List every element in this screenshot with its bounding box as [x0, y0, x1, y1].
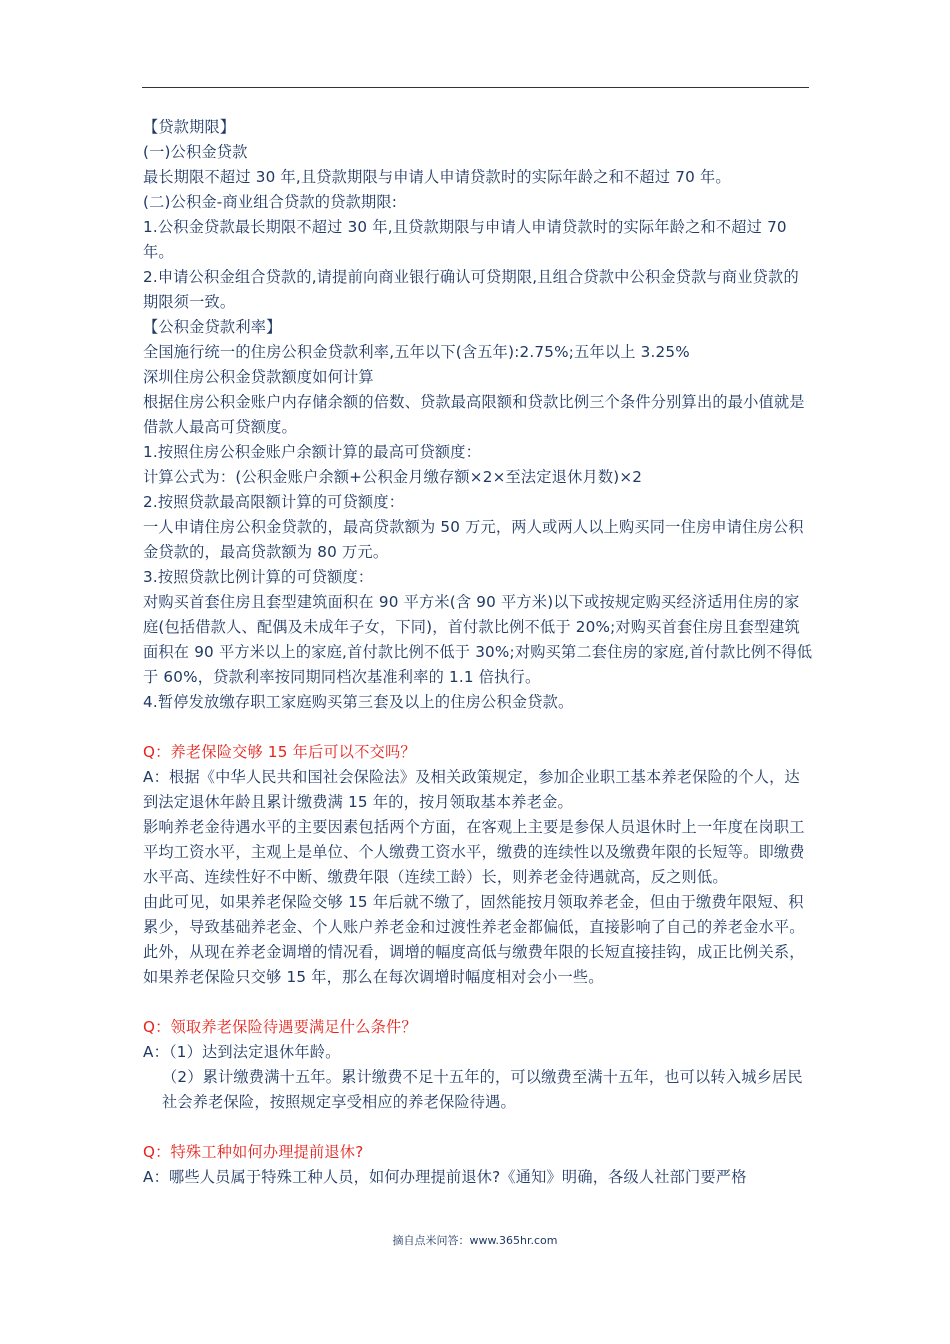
question-heading: Q：养老保险交够 15 年后可以不交吗？: [143, 743, 416, 761]
answer-paragraph: A：哪些人员属于特殊工种人员，如何办理提前退休?《通知》明确，各级人社部门要严格: [143, 1168, 747, 1186]
paragraph: 深圳住房公积金贷款额度如何计算: [143, 368, 374, 386]
paragraph: (二)公积金-商业组合贷款的贷款期限:: [143, 193, 398, 211]
answer-paragraph: 影响养老金待遇水平的主要因素包括两个方面，在客观上主要是参保人员退休时上一年度在岗职工平均工资水平，主观上是单位、个人缴费工资水平，缴费的连续性以及缴费年限的长短等。即缴费水平高、连续性好不中断、缴费年限（连续工龄）长，则养老金待遇就高，反之则低。: [143, 818, 805, 886]
paragraph: 计算公式为：(公积金账户余额+公积金月缴存额×2×至法定退休月数)×2: [143, 468, 643, 486]
paragraph: 1.公积金贷款最长期限不超过 30 年,且贷款期限与申请人申请贷款时的实际年龄之和不超过 70 年。: [143, 218, 787, 261]
paragraph: 全国施行统一的住房公积金贷款利率,五年以下(含五年):2.75%;五年以上 3.25%: [143, 343, 690, 361]
paragraph: 一人申请住房公积金贷款的，最高贷款额为 50 万元，两人或两人以上购买同一住房申请住房公积金贷款的，最高贷款额为 80 万元。: [143, 518, 804, 561]
paragraph: 最长期限不超过 30 年,且贷款期限与申请人申请贷款时的实际年龄之和不超过 70 年。: [143, 168, 731, 186]
paragraph: 2.按照贷款最高限额计算的可贷额度：: [143, 493, 405, 511]
paragraph: 根据住房公积金账户内存储余额的倍数、贷款最高限额和贷款比例三个条件分别算出的最小值就是借款人最高可贷额度。: [143, 393, 805, 436]
loan-term-heading: 【贷款期限】: [143, 118, 236, 136]
paragraph: 对购买首套住房且套型建筑面积在 90 平方米(含 90 平方米)以下或按规定购买经济适用住房的家庭(包括借款人、配偶及未成年子女，下同)，首付款比例不低于 20%;对购买首套住房且套型建筑面积在 90 平方米以上的家庭,首付款比例不低于 30%;对购买第二套住房的家庭,首付款比例不得低于 60%，贷款利率按同期同档次基准利率的 1.1 倍执行。: [143, 593, 813, 686]
paragraph: (一)公积金贷款: [143, 143, 248, 161]
answer-paragraph: A：根据《中华人民共和国社会保险法》及相关政策规定，参加企业职工基本养老保险的个人，达到法定退休年龄且累计缴费满 15 年的，按月领取基本养老金。: [143, 768, 800, 811]
paragraph: 2.申请公积金组合贷款的,请提前向商业银行确认可贷期限,且组合贷款中公积金贷款与商业贷款的期限须一致。: [143, 268, 799, 311]
document-body: [143, 115, 813, 1190]
answer-paragraph: （2）累计缴费满十五年。累计缴费不足十五年的，可以缴费至满十五年，也可以转入城乡居民社会养老保险，按照规定享受相应的养老保险待遇。: [162, 1068, 803, 1111]
header-rule: [142, 87, 809, 88]
answer-paragraph: A：（1）达到法定退休年龄。: [143, 1043, 341, 1061]
paragraph: 1.按照住房公积金账户余额计算的最高可贷额度：: [143, 443, 482, 461]
question-heading: Q：特殊工种如何办理提前退休?: [143, 1143, 364, 1161]
answer-paragraph: 由此可见，如果养老保险交够 15 年后就不缴了，固然能按月领取养老金，但由于缴费年限短、积累少，导致基础养老金、个人账户养老金和过渡性养老金都偏低，直接影响了自己的养老金水平。此外，从现在养老金调增的情况看，调增的幅度高低与缴费年限的长短直接挂钩，成正比例关系，如果养老保险只交够 15 年，那么在每次调增时幅度相对会小一些。: [143, 893, 805, 986]
footer-source: 摘自点米问答：www.365hr.com: [392, 1234, 558, 1247]
interest-rate-heading: 【公积金贷款利率】: [143, 318, 282, 336]
paragraph: 3.按照贷款比例计算的可贷额度：: [143, 568, 374, 586]
paragraph: 4.暂停发放缴存职工家庭购买第三套及以上的住房公积金贷款。: [143, 693, 574, 711]
question-heading: Q：领取养老保险待遇要满足什么条件？: [143, 1018, 417, 1036]
